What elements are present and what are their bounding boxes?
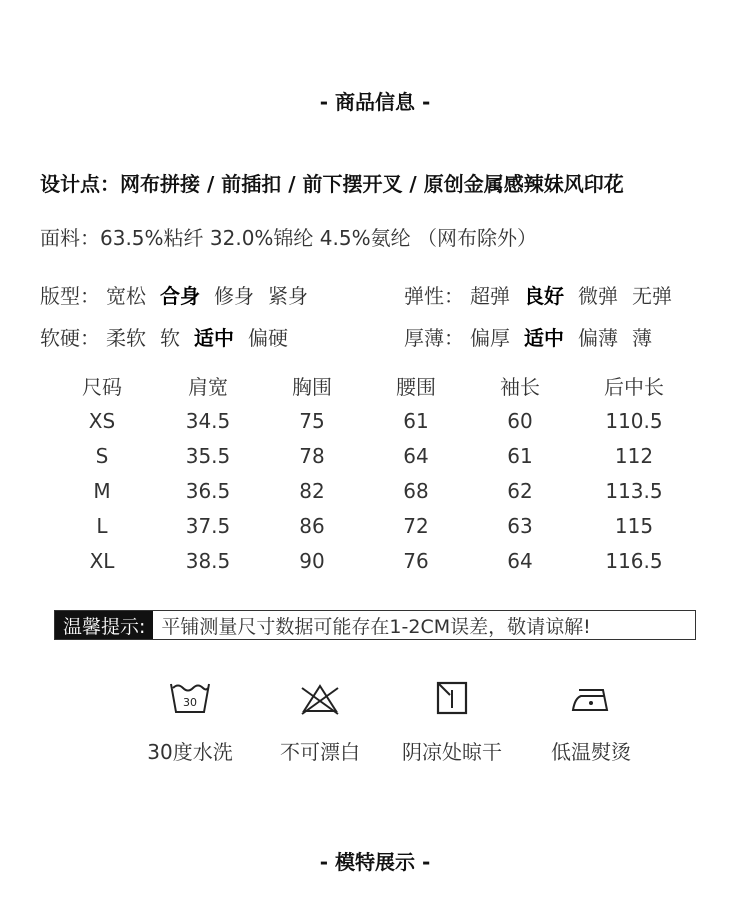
- table-cell: 115: [614, 513, 654, 538]
- fabric-composition: 面料：63.5%粘纤 32.0%锦纶 4.5%氨纶 （网布除外）: [40, 226, 537, 250]
- dry-in-shade-icon: [377, 678, 527, 718]
- care-label-iron: 低温熨烫: [551, 740, 631, 764]
- table-cell: 76: [403, 548, 429, 573]
- table-cell: 112: [614, 443, 654, 468]
- table-cell: 113.5: [605, 478, 663, 503]
- attr-label: 版型：: [40, 284, 100, 308]
- attr-option-selected: 适中: [524, 326, 564, 350]
- attr-option: 软: [160, 326, 180, 350]
- tip-box: [54, 610, 696, 640]
- wash-30-icon: [115, 678, 265, 718]
- size-table-header: [48, 368, 696, 403]
- care-item-dry: [377, 678, 527, 765]
- table-cell: 36.5: [185, 478, 231, 503]
- attr-option: 柔软: [106, 326, 146, 350]
- attr-option: 偏硬: [248, 326, 288, 350]
- header-back-length: 后中长: [604, 375, 664, 399]
- table-cell: 72: [403, 513, 429, 538]
- table-cell: 35.5: [185, 443, 231, 468]
- table-cell: 78: [299, 443, 325, 468]
- attr-option: 紧身: [268, 284, 308, 308]
- table-cell: 61: [403, 408, 429, 433]
- care-item-wash: [115, 678, 265, 765]
- table-row: [48, 473, 696, 508]
- attr-softness: [40, 322, 302, 351]
- care-label-bleach: 不可漂白: [280, 740, 360, 764]
- no-bleach-icon: [245, 678, 395, 718]
- table-cell: 116.5: [605, 548, 663, 573]
- attr-option: 超弹: [470, 284, 510, 308]
- attr-option: 微弹: [578, 284, 618, 308]
- table-cell: XS: [88, 408, 116, 433]
- table-cell: L: [96, 513, 108, 538]
- table-cell: M: [93, 478, 111, 503]
- attr-option: 偏厚: [470, 326, 510, 350]
- size-table: [48, 368, 696, 578]
- attr-option-selected: 合身: [160, 284, 200, 308]
- table-cell: 86: [299, 513, 325, 538]
- header-shoulder: 肩宽: [188, 375, 228, 399]
- table-cell: 68: [403, 478, 429, 503]
- table-cell: 38.5: [185, 548, 231, 573]
- attr-option-selected: 良好: [524, 284, 564, 308]
- attr-option: 无弹: [632, 284, 672, 308]
- header-bust: 胸围: [292, 375, 332, 399]
- low-iron-icon: [516, 678, 666, 718]
- table-row: [48, 543, 696, 578]
- table-cell: S: [95, 443, 109, 468]
- attr-label: 软硬：: [40, 326, 100, 350]
- attr-fit: [40, 280, 322, 309]
- attr-option: 薄: [632, 326, 652, 350]
- table-cell: 64: [403, 443, 429, 468]
- attr-label: 厚薄：: [404, 326, 464, 350]
- table-row: [48, 508, 696, 543]
- attr-elasticity: [404, 280, 686, 309]
- tip-text: 平铺测量尺寸数据可能存在1-2CM误差，敬请谅解!: [161, 615, 591, 638]
- table-row: [48, 438, 696, 473]
- care-item-bleach: [245, 678, 395, 765]
- attr-thickness: [404, 322, 666, 351]
- section-title-product-info: - 商品信息 -: [319, 90, 431, 114]
- table-cell: 110.5: [605, 408, 663, 433]
- table-cell: 34.5: [185, 408, 231, 433]
- attr-option: 宽松: [106, 284, 146, 308]
- header-waist: 腰围: [396, 375, 436, 399]
- care-label-dry: 阴凉处晾干: [402, 740, 502, 764]
- care-item-iron: [516, 678, 666, 765]
- table-cell: 64: [507, 548, 533, 573]
- table-cell: 61: [507, 443, 533, 468]
- table-cell: 62: [507, 478, 533, 503]
- attr-label: 弹性：: [404, 284, 464, 308]
- table-cell: 37.5: [185, 513, 231, 538]
- care-label-wash: 30度水洗: [147, 740, 233, 764]
- svg-text:30: 30: [183, 696, 197, 709]
- attr-option-selected: 适中: [194, 326, 234, 350]
- section-title-model-show: - 模特展示 -: [319, 850, 431, 874]
- header-size: 尺码: [82, 375, 122, 399]
- tip-label: 温馨提示:: [55, 611, 153, 639]
- table-row: [48, 403, 696, 438]
- table-cell: 63: [507, 513, 533, 538]
- attr-option: 偏薄: [578, 326, 618, 350]
- table-cell: 90: [299, 548, 325, 573]
- header-sleeve: 袖长: [500, 375, 540, 399]
- table-cell: XL: [89, 548, 115, 573]
- table-cell: 60: [507, 408, 533, 433]
- table-cell: 82: [299, 478, 325, 503]
- table-cell: 75: [299, 408, 325, 433]
- design-points: 设计点：网布拼接 / 前插扣 / 前下摆开叉 / 原创金属感辣妹风印花: [40, 172, 624, 196]
- attr-option: 修身: [214, 284, 254, 308]
